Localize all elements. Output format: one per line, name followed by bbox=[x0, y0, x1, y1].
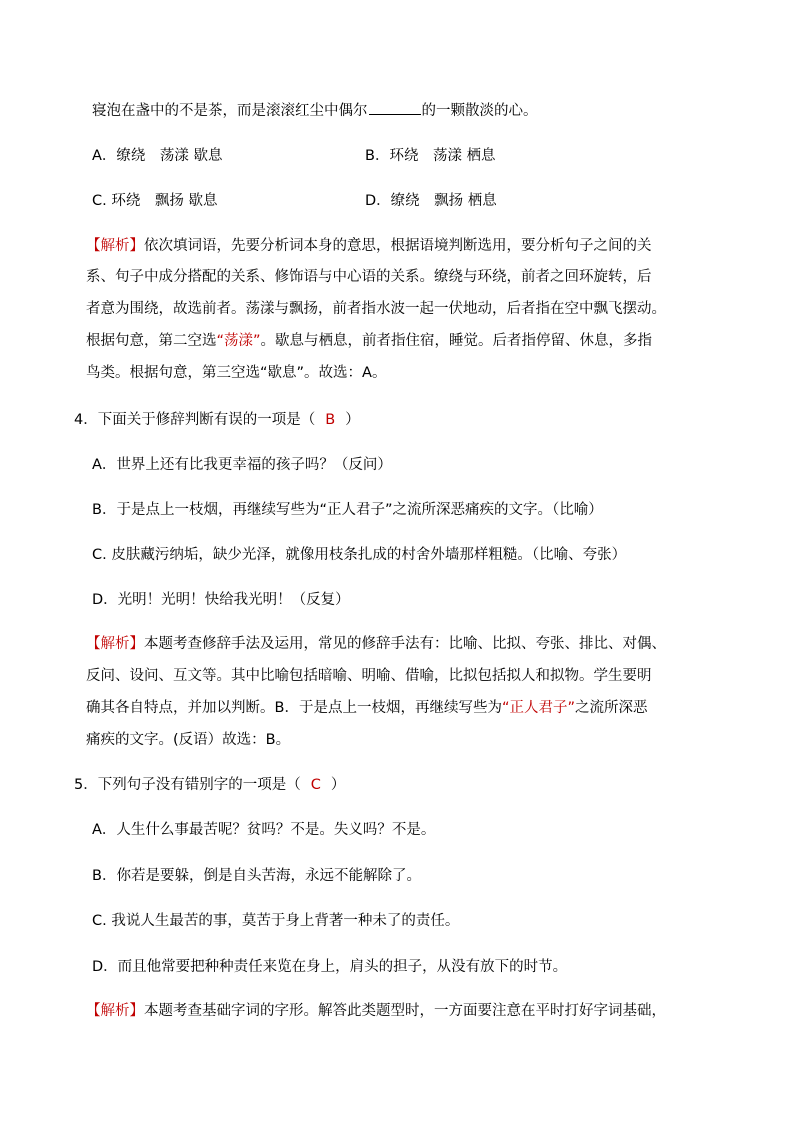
q3-analysis-line-5: 鸟类。根据句意，第三空选“歇息”。故选：A。 bbox=[86, 365, 387, 381]
q3-stem-text-after: 的一颗散淡的心。 bbox=[421, 103, 538, 119]
q4-analysis-text-3b: 之流所深恶 bbox=[574, 700, 648, 716]
q3-option-c: C. 环绕 飘扬 歇息 bbox=[92, 193, 218, 209]
q4-analysis-line-1 bbox=[86, 634, 666, 654]
q4-option-a: A．世界上还有比我更幸福的孩子吗？（反问） bbox=[92, 457, 392, 473]
q5-stem-close: ） bbox=[330, 777, 346, 793]
q4-option-b: B．于是点上一枝烟，再继续写些为“正人君子”之流所深恶痛疾的文字。（比喻） bbox=[92, 502, 603, 518]
q4-answer: B bbox=[325, 412, 336, 428]
q3-stem-text: 寝泡在盏中的不是茶，而是滚滚红尘中偶尔 bbox=[92, 103, 368, 119]
q3-analysis-highlight: “荡漾” bbox=[216, 333, 261, 349]
q4-analysis-highlight: “正人君子” bbox=[501, 700, 575, 716]
q3-option-d: D．缭绕 飘扬 栖息 bbox=[365, 193, 497, 209]
q3-analysis-line-4 bbox=[86, 331, 652, 351]
q4-analysis-text-3a: 确其各自特点，并加以判断。B．于是点上一枝烟，再继续写些为 bbox=[86, 700, 502, 716]
q3-analysis-line-2: 系、句子中成分搭配的关系、修饰语与中心语的关系。缭绕与环绕，前者之回环旋转，后 bbox=[86, 269, 652, 285]
q3-analysis-text-4a: 根据句意，第二空选 bbox=[86, 333, 217, 349]
q3-analysis-line-1 bbox=[86, 236, 652, 256]
q5-analysis-text-1: 本题考查基础字词的字形。解答此类题型时，一方面要注意在平时打好字词基础， bbox=[144, 1003, 666, 1019]
analysis-tag: 【解析】 bbox=[86, 238, 144, 254]
q3-option-b: B．环绕 荡漾 栖息 bbox=[365, 148, 496, 164]
q4-stem-text: 4．下面关于修辞判断有误的一项是（ bbox=[74, 412, 316, 428]
analysis-tag: 【解析】 bbox=[86, 1003, 144, 1019]
q5-answer: C bbox=[310, 777, 321, 793]
q4-analysis-line-3 bbox=[86, 698, 647, 718]
q3-analysis-text-1: 依次填词语，先要分析词本身的意思，根据语境判断选用，要分析句子之间的关 bbox=[144, 238, 652, 254]
q5-stem bbox=[74, 775, 345, 795]
q5-option-d: D．而且他常要把种种责任来览在身上，肩头的担子，从没有放下的时节。 bbox=[92, 959, 568, 975]
q4-analysis-line-2: 反问、设问、互文等。其中比喻包括暗喻、明喻、借喻，比拟包括拟人和拟物。学生要明 bbox=[86, 668, 652, 684]
q5-analysis-line-1 bbox=[86, 1001, 666, 1021]
q3-option-a: A．缭绕 荡漾 歇息 bbox=[92, 148, 223, 164]
q4-option-d: D．光明！光明！快给我光明！（反复） bbox=[92, 592, 350, 608]
q3-stem-tail bbox=[92, 100, 538, 121]
q5-option-c: C. 我说人生最苦的事，莫苦于身上背著一种未了的责任。 bbox=[92, 913, 460, 929]
q4-analysis-text-1: 本题考查修辞手法及运用，常见的修辞手法有：比喻、比拟、夸张、排比、对偶、 bbox=[144, 636, 666, 652]
analysis-tag: 【解析】 bbox=[86, 636, 144, 652]
q3-analysis-text-4b: 。歇息与栖息，前者指住宿，睡觉。后者指停留、休息，多指 bbox=[260, 333, 653, 349]
q3-analysis-line-3: 者意为围绕，故选前者。荡漾与飘扬，前者指水波一起一伏地动，后者指在空中飘飞摆动。 bbox=[86, 301, 666, 317]
q5-stem-text: 5．下列句子没有错别字的一项是（ bbox=[74, 777, 301, 793]
q4-stem bbox=[74, 410, 360, 430]
q5-option-b: B．你若是要躲，倒是自头苦海，永远不能解除了。 bbox=[92, 868, 421, 884]
q4-option-c: C. 皮肤藏污纳垢，缺少光泽，就像用枝条扎成的村舍外墙那样粗糙。（比喻、夸张） bbox=[92, 547, 627, 563]
q4-stem-close: ） bbox=[345, 412, 360, 428]
fill-blank bbox=[369, 100, 421, 115]
q4-analysis-line-4: 痛疾的文字。(反语）故选：B。 bbox=[86, 732, 291, 748]
q5-option-a: A．人生什么事最苦呢？贫吗？不是。失义吗？不是。 bbox=[92, 822, 436, 838]
